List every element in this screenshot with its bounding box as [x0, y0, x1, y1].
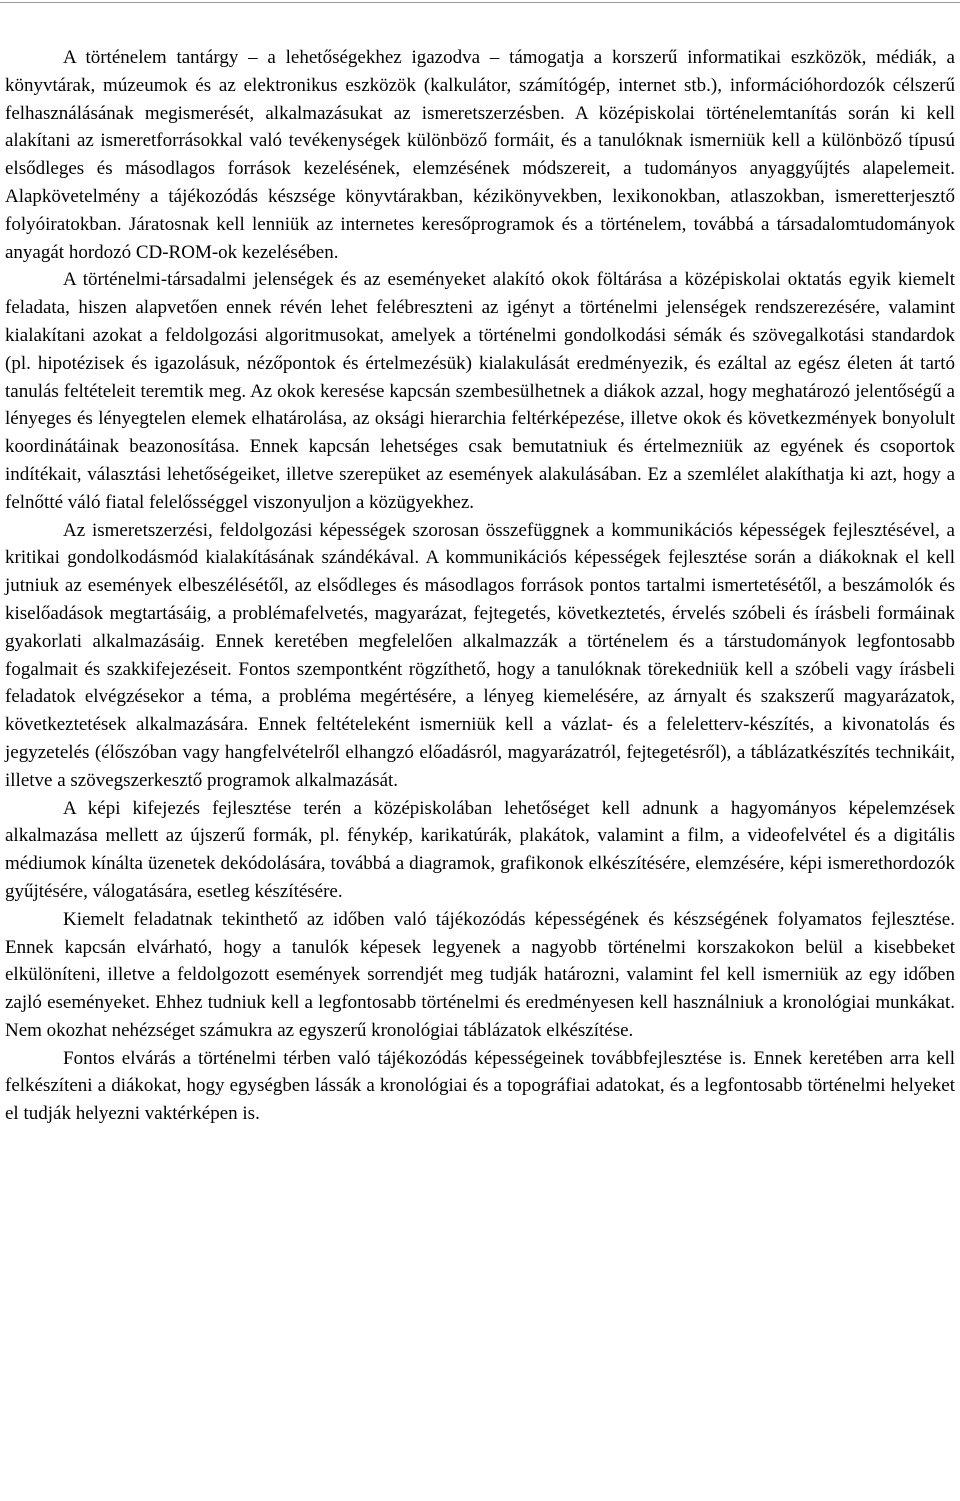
paragraph-6: Fontos elvárás a történelmi térben való tájékozódás képességeinek továbbfejlesztése is. Ennek keretében arra kell felkészíteni a diákokat, hogy egységben lássák a kronológiai és a topográfiai adatokat, és a legfontosabb történelmi helyeket el tudják helyezni vaktérképen is.: [5, 1047, 955, 1125]
paragraph-1: A történelem tantárgy – a lehetőségekhez igazodva – támogatja a korszerű informatikai eszközök, médiák, a könyvtárak, múzeumok és az elektronikus eszközök (kalkulátor, számítógép, internet stb.), információhordozók célszerű felhasználásának megismerését, alkalmazásukat az ismeretszerzésben. A középiskolai történelemtanítás során ki kell alakítani az ismeretforrásokkal való tevékenységek különböző formáit, és a tanulóknak ismerniük kell a különböző típusú elsődleges és másodlagos források kezelésének, elemzésének módszereit, a tudományos anyaggyűjtés alapelemeit. Alapkövetelmény a tájékozódás készsége könyvtárakban, kézikönyvekben, lexikonokban, atlaszokban, ismeretterjesztő folyóiratokban. Járatosnak kell lenniük az internetes keresőprogramok és a történelem, továbbá a társadalomtudományok anyagát hordozó CD-ROM-ok kezelésében.: [5, 47, 955, 263]
paragraph-3: Az ismeretszerzési, feldolgozási képességek szorosan összefüggnek a kommunikációs képességek fejlesztésével, a kritikai gondolkodásmód kialakításának szándékával. A kommunikációs képességek fejlesztése során a diákoknak el kell jutniuk az események elbeszélésétől, az elsődleges és másodlagos források pontos tartalmi ismertetésétől, a beszámolók és kiselőadások megtartásáig, a problémafelvetés, magyarázat, fejtegetés, következtetés, érvelés szóbeli és írásbeli formáinak gyakorlati alkalmazásáig. Ennek keretében megfelelően alkalmazzák a történelem és a társtudományok legfontosabb fogalmait és szakkifejezéseit. Fontos szempontként rögzíthető, hogy a tanulóknak törekedniük kell a szóbeli vagy írásbeli feladatok elvégzésekor a téma, a probléma megértésére, a lényeg kiemelésére, az árnyalt és szakszerű magyarázatok, következtetések alkalmazására. Ennek feltételeként ismerniük kell a vázlat- és a feleletterv-készítés, a kivonatolás és jegyzetelés (élőszóban vagy hangfelvételről elhangzó előadásról, magyarázatról, fejtegetésről), a táblázatkészítés technikáit, illetve a szövegszerkesztő programok alkalmazását.: [5, 519, 955, 791]
paragraph-2: A történelmi-társadalmi jelenségek és az eseményeket alakító okok föltárása a középiskolai oktatás egyik kiemelt feladata, hiszen alapvetően ennek révén lehet felébreszteni az igényt a történelmi jelenségek rendszerezésére, valamint kialakítani azokat a feldolgozási algoritmusokat, amelyek a történelmi gondolkodási sémák és szövegalkotási standardok (pl. hipotézisek és igazolásuk, nézőpontok és értelmezésük) kialakulását eredményezik, és ezáltal az egész életen át tartó tanulás feltételeit teremtik meg. Az okok keresése kapcsán szembesülhetnek a diákok azzal, hogy meghatározó jelentőségű a lényeges és lényegtelen elemek elhatárolása, az oksági hierarchia feltérképezése, illetve okok és következmények bonyolult koordinátáinak beazonosítása. Ennek kapcsán lehetséges csak bemutatniuk és értelmezniük az egyének és csoportok indítékait, választási lehetőségeiket, illetve szerepüket az események alakulásában. Ez a szemlélet alakíthatja ki azt, hogy a felnőtté váló fiatal felelősséggel viszonyuljon a közügyekhez.: [5, 269, 955, 513]
paragraph-5: Kiemelt feladatnak tekinthető az időben való tájékozódás képességének és készségének folyamatos fejlesztése. Ennek kapcsán elvárható, hogy a tanulók képesek legyenek a nagyobb történelmi korszakokon belül a kisebbeket elkülöníteni, illetve a feldolgozott események sorrendjét meg tudják határozni, valamint fel kell ismerniük az egy időben zajló eseményeket. Ehhez tudniuk kell a legfontosabb történelmi és eredményesen kell használniuk a kronológiai munkákat. Nem okozhat nehézséget számukra az egyszerű kronológiai táblázatok elkészítése.: [5, 908, 955, 1041]
paragraph-4: A képi kifejezés fejlesztése terén a középiskolában lehetőséget kell adnunk a hagyományos képelemzések alkalmazása mellett az újszerű formák, pl. fénykép, karikatúrák, plakátok, valamint a film, a videofelvétel és a digitális médiumok kínálta üzenetek dekódolására, továbbá a diagramok, grafikonok elkészítésére, elemzésére, képi ismerethordozók gyűjtésére, válogatására, esetleg készítésére.: [5, 797, 955, 902]
page-top-rule: [0, 2, 960, 3]
document-body: [5, 44, 955, 1128]
